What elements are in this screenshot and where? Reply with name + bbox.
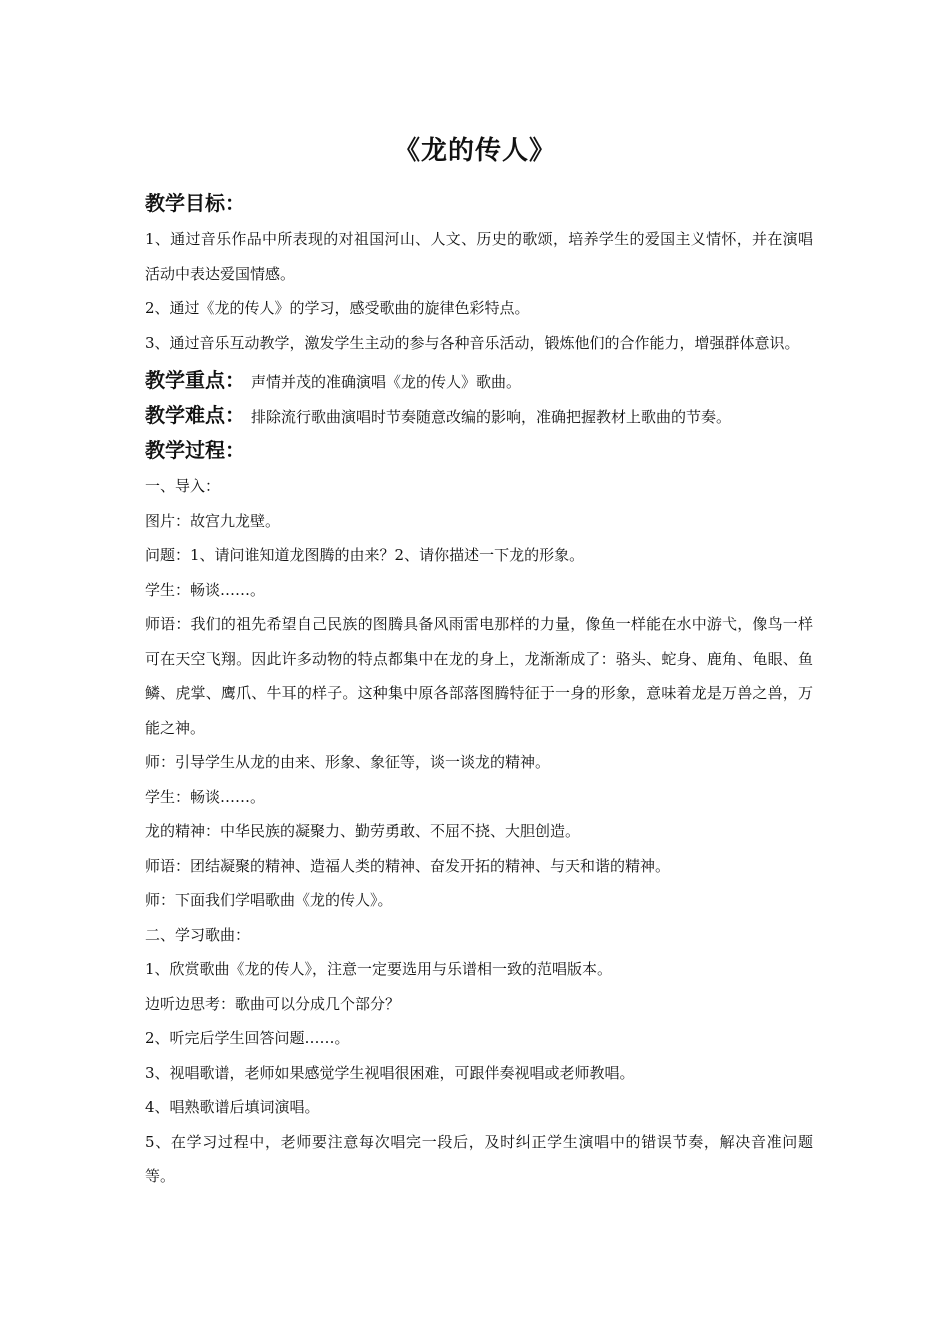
objective-item: 1、通过音乐作品中所表现的对祖国河山、人文、历史的歌颂，培养学生的爱国主义情怀，并在演唱活动中表达爱国情感。 (145, 230, 813, 283)
objectives-label: 教学目标： (145, 191, 245, 215)
process-line: 学生：畅谈……。 (145, 580, 266, 599)
process-line: 边听边思考：歌曲可以分成几个部分？ (145, 994, 401, 1013)
process-heading (145, 434, 813, 463)
difficulty-label: 教学难点： (145, 403, 245, 427)
process-line: 图片：故宫九龙壁。 (145, 511, 281, 530)
process-line: 一、导入： (145, 477, 221, 495)
key-point-label: 教学重点： (145, 368, 245, 392)
document-body (145, 183, 813, 1194)
process-line: 师：下面我们学唱歌曲《龙的传人》。 (145, 891, 393, 909)
document-title: 《龙的传人》 (393, 136, 556, 166)
process-line: 1、欣赏歌曲《龙的传人》，注意一定要选用与乐谱相一致的范唱版本。 (145, 960, 613, 978)
process-line: 2、听完后学生回答问题……。 (145, 1029, 350, 1047)
process-line: 5、在学习过程中，老师要注意每次唱完一段后，及时纠正学生演唱中的错误节奏，解决音准问题等。 (145, 1132, 813, 1185)
objective-item: 3、通过音乐互动教学，激发学生主动的参与各种音乐活动，锻炼他们的合作能力，增强群体意识。 (145, 333, 800, 352)
process-label: 教学过程： (145, 438, 245, 462)
process-line: 学生：畅谈……。 (145, 787, 266, 806)
process-line: 问题：1、请问谁知道龙图腾的由来？2、请你描述一下龙的形象。 (145, 546, 585, 564)
objective-item: 2、通过《龙的传人》的学习，感受歌曲的旋律色彩特点。 (145, 299, 530, 317)
process-line: 3、视唱歌谱，老师如果感觉学生视唱很困难，可跟伴奏视唱或老师教唱。 (145, 1063, 635, 1082)
process-line: 龙的精神：中华民族的凝聚力、勤劳勇敢、不屈不挠、大胆创造。 (145, 822, 581, 840)
process-line: 二、学习歌曲： (145, 925, 251, 944)
process-line: 4、唱熟歌谱后填词演唱。 (145, 1098, 320, 1116)
difficulty-text: 排除流行歌曲演唱时节奏随意改编的影响，准确把握教材上歌曲的节奏。 (251, 408, 732, 426)
difficulty-heading (145, 399, 813, 428)
process-line: 师语：我们的祖先希望自己民族的图腾具备风雨雷电那样的力量，像鱼一样能在水中游弋，像鸟一样可在天空飞翔。因此许多动物的特点都集中在龙的身上，龙渐渐成了：骆头、蛇身、鹿角、龟眼、鱼鳞、虎掌、鹰爪、牛耳的样子。这种集中原各部落图腾特征于一身的形象，意味着龙是万兽之兽，万能之神。 (145, 615, 813, 737)
process-line: 师：引导学生从龙的由来、形象、象征等，谈一谈龙的精神。 (145, 753, 551, 771)
key-point-text: 声情并茂的准确演唱《龙的传人》歌曲。 (251, 373, 522, 391)
objectives-heading (145, 187, 813, 216)
process-line: 师语：团结凝聚的精神、造福人类的精神、奋发开拓的精神、与天和谐的精神。 (145, 856, 671, 875)
key-point-heading (145, 364, 813, 393)
